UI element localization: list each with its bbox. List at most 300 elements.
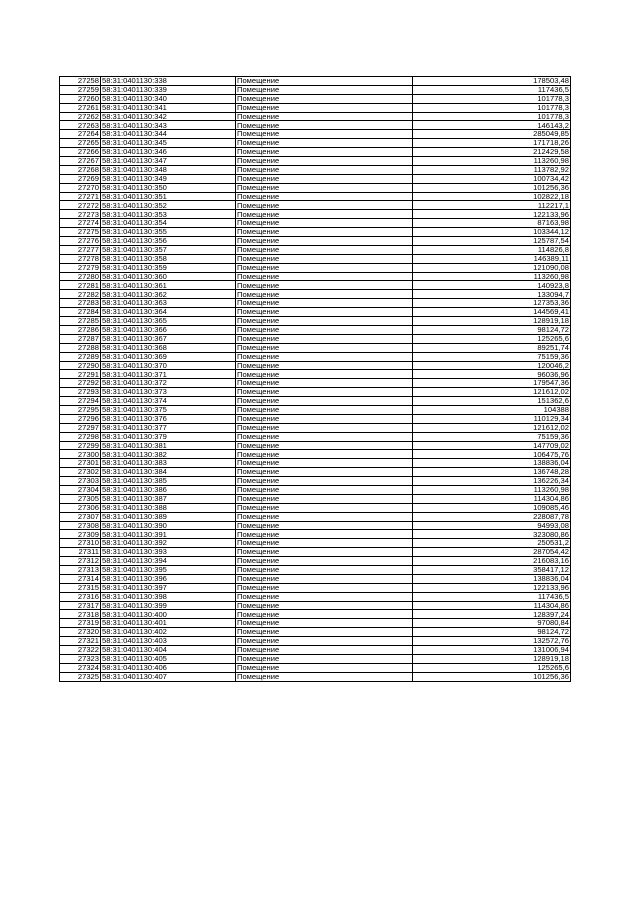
cadastral-number-cell: 58:31:0401130:387 [101, 494, 236, 503]
cadastral-value-cell: 113782,92 [413, 165, 571, 174]
row-number-cell: 27264 [60, 130, 101, 139]
cadastral-number-cell: 58:31:0401130:393 [101, 548, 236, 557]
cadastral-number-cell: 58:31:0401130:401 [101, 619, 236, 628]
cadastral-value-cell: 75159,36 [413, 432, 571, 441]
cadastral-value-cell: 109085,46 [413, 503, 571, 512]
row-number-cell: 27307 [60, 512, 101, 521]
cadastral-value-cell: 171718,26 [413, 139, 571, 148]
object-type-cell: Помещение [236, 183, 413, 192]
object-type-cell: Помещение [236, 459, 413, 468]
object-type-cell: Помещение [236, 228, 413, 237]
object-type-cell: Помещение [236, 334, 413, 343]
cadastral-value-cell: 179547,36 [413, 379, 571, 388]
table-row [60, 183, 571, 192]
object-type-cell: Помещение [236, 450, 413, 459]
table-row [60, 210, 571, 219]
cadastral-value-cell: 120046,2 [413, 361, 571, 370]
cadastral-value-cell: 103344,12 [413, 228, 571, 237]
cadastral-value-cell: 136226,34 [413, 477, 571, 486]
object-type-cell: Помещение [236, 272, 413, 281]
object-type-cell: Помещение [236, 237, 413, 246]
object-type-cell: Помещение [236, 157, 413, 166]
table-row [60, 521, 571, 530]
cadastral-value-cell: 228087,78 [413, 512, 571, 521]
cadastral-value-cell: 98124,72 [413, 628, 571, 637]
cadastral-number-cell: 58:31:0401130:345 [101, 139, 236, 148]
cadastral-value-cell: 98124,72 [413, 325, 571, 334]
row-number-cell: 27309 [60, 530, 101, 539]
cadastral-value-cell: 104388 [413, 405, 571, 414]
table-row [60, 619, 571, 628]
object-type-cell: Помещение [236, 308, 413, 317]
cadastral-number-cell: 58:31:0401130:360 [101, 272, 236, 281]
cadastral-value-cell: 114304,86 [413, 494, 571, 503]
object-type-cell: Помещение [236, 361, 413, 370]
cadastral-number-cell: 58:31:0401130:340 [101, 94, 236, 103]
table-row [60, 272, 571, 281]
object-type-cell: Помещение [236, 325, 413, 334]
row-number-cell: 27312 [60, 557, 101, 566]
table-row [60, 610, 571, 619]
row-number-cell: 27293 [60, 388, 101, 397]
cadastral-number-cell: 58:31:0401130:371 [101, 370, 236, 379]
cadastral-number-cell: 58:31:0401130:339 [101, 85, 236, 94]
cadastral-value-cell: 128397,24 [413, 610, 571, 619]
cadastral-number-cell: 58:31:0401130:377 [101, 423, 236, 432]
cadastral-number-cell: 58:31:0401130:406 [101, 663, 236, 672]
table-row [60, 343, 571, 352]
row-number-cell: 27270 [60, 183, 101, 192]
table-row [60, 601, 571, 610]
table-row [60, 121, 571, 130]
row-number-cell: 27295 [60, 405, 101, 414]
object-type-cell: Помещение [236, 601, 413, 610]
object-type-cell: Помещение [236, 672, 413, 681]
table-row [60, 583, 571, 592]
cadastral-number-cell: 58:31:0401130:357 [101, 245, 236, 254]
cadastral-value-cell: 117436,5 [413, 592, 571, 601]
object-type-cell: Помещение [236, 574, 413, 583]
table-row [60, 512, 571, 521]
row-number-cell: 27321 [60, 637, 101, 646]
table-row [60, 441, 571, 450]
row-number-cell: 27291 [60, 370, 101, 379]
row-number-cell: 27296 [60, 414, 101, 423]
table-row [60, 548, 571, 557]
object-type-cell: Помещение [236, 477, 413, 486]
table-row [60, 637, 571, 646]
cadastral-number-cell: 58:31:0401130:398 [101, 592, 236, 601]
cadastral-number-cell: 58:31:0401130:388 [101, 503, 236, 512]
cadastral-number-cell: 58:31:0401130:368 [101, 343, 236, 352]
row-number-cell: 27274 [60, 219, 101, 228]
cadastral-number-cell: 58:31:0401130:397 [101, 583, 236, 592]
object-type-cell: Помещение [236, 317, 413, 326]
row-number-cell: 27324 [60, 663, 101, 672]
object-type-cell: Помещение [236, 77, 413, 86]
cadastral-number-cell: 58:31:0401130:376 [101, 414, 236, 423]
cadastral-value-cell: 212429,58 [413, 148, 571, 157]
table-row [60, 459, 571, 468]
cadastral-value-cell: 102822,18 [413, 192, 571, 201]
row-number-cell: 27275 [60, 228, 101, 237]
object-type-cell: Помещение [236, 254, 413, 263]
cadastral-number-cell: 58:31:0401130:390 [101, 521, 236, 530]
cadastral-number-cell: 58:31:0401130:375 [101, 405, 236, 414]
table-row [60, 308, 571, 317]
row-number-cell: 27325 [60, 672, 101, 681]
row-number-cell: 27301 [60, 459, 101, 468]
table-row [60, 672, 571, 681]
table-row [60, 254, 571, 263]
object-type-cell: Помещение [236, 370, 413, 379]
cadastral-number-cell: 58:31:0401130:353 [101, 210, 236, 219]
table-row [60, 245, 571, 254]
cadastral-number-cell: 58:31:0401130:382 [101, 450, 236, 459]
object-type-cell: Помещение [236, 405, 413, 414]
cadastral-value-cell: 147709,02 [413, 441, 571, 450]
cadastral-number-cell: 58:31:0401130:386 [101, 485, 236, 494]
object-type-cell: Помещение [236, 423, 413, 432]
cadastral-value-cell: 125265,6 [413, 334, 571, 343]
row-number-cell: 27286 [60, 325, 101, 334]
table-row [60, 192, 571, 201]
table-row [60, 397, 571, 406]
table-row [60, 530, 571, 539]
cadastral-value-cell: 131006,94 [413, 646, 571, 655]
cadastral-number-cell: 58:31:0401130:374 [101, 397, 236, 406]
row-number-cell: 27272 [60, 201, 101, 210]
row-number-cell: 27303 [60, 477, 101, 486]
table-row [60, 85, 571, 94]
row-number-cell: 27263 [60, 121, 101, 130]
row-number-cell: 27319 [60, 619, 101, 628]
object-type-cell: Помещение [236, 165, 413, 174]
cadastral-number-cell: 58:31:0401130:359 [101, 263, 236, 272]
cadastral-number-cell: 58:31:0401130:341 [101, 103, 236, 112]
row-number-cell: 27267 [60, 157, 101, 166]
cadastral-value-cell: 146389,11 [413, 254, 571, 263]
table-row [60, 557, 571, 566]
cadastral-number-cell: 58:31:0401130:391 [101, 530, 236, 539]
row-number-cell: 27283 [60, 299, 101, 308]
row-number-cell: 27268 [60, 165, 101, 174]
object-type-cell: Помещение [236, 432, 413, 441]
table-row [60, 485, 571, 494]
cadastral-value-cell: 121612,02 [413, 388, 571, 397]
table-row [60, 414, 571, 423]
cadastral-value-cell: 151362,6 [413, 397, 571, 406]
row-number-cell: 27313 [60, 565, 101, 574]
table-row [60, 494, 571, 503]
object-type-cell: Помещение [236, 646, 413, 655]
cadastral-value-cell: 125787,54 [413, 237, 571, 246]
cadastral-value-cell: 132572,76 [413, 637, 571, 646]
row-number-cell: 27258 [60, 77, 101, 86]
object-type-cell: Помещение [236, 290, 413, 299]
row-number-cell: 27302 [60, 468, 101, 477]
object-type-cell: Помещение [236, 512, 413, 521]
row-number-cell: 27284 [60, 308, 101, 317]
cadastral-value-cell: 94993,08 [413, 521, 571, 530]
cadastral-value-cell: 101778,3 [413, 103, 571, 112]
cadastral-number-cell: 58:31:0401130:372 [101, 379, 236, 388]
cadastral-number-cell: 58:31:0401130:402 [101, 628, 236, 637]
object-type-cell: Помещение [236, 494, 413, 503]
row-number-cell: 27310 [60, 539, 101, 548]
object-type-cell: Помещение [236, 414, 413, 423]
row-number-cell: 27260 [60, 94, 101, 103]
cadastral-number-cell: 58:31:0401130:364 [101, 308, 236, 317]
cadastral-value-cell: 113260,98 [413, 485, 571, 494]
row-number-cell: 27289 [60, 352, 101, 361]
table-body [60, 77, 571, 682]
object-type-cell: Помещение [236, 299, 413, 308]
cadastral-number-cell: 58:31:0401130:370 [101, 361, 236, 370]
row-number-cell: 27322 [60, 646, 101, 655]
object-type-cell: Помещение [236, 201, 413, 210]
table-row [60, 112, 571, 121]
object-type-cell: Помещение [236, 548, 413, 557]
table-row [60, 503, 571, 512]
object-type-cell: Помещение [236, 521, 413, 530]
row-number-cell: 27277 [60, 245, 101, 254]
row-number-cell: 27280 [60, 272, 101, 281]
table-row [60, 103, 571, 112]
cadastral-value-cell: 87163,98 [413, 219, 571, 228]
cadastral-number-cell: 58:31:0401130:347 [101, 157, 236, 166]
table-row [60, 565, 571, 574]
cadastral-value-cell: 216083,16 [413, 557, 571, 566]
row-number-cell: 27305 [60, 494, 101, 503]
cadastral-value-cell: 133094,7 [413, 290, 571, 299]
object-type-cell: Помещение [236, 148, 413, 157]
object-type-cell: Помещение [236, 263, 413, 272]
cadastral-value-cell: 97080,84 [413, 619, 571, 628]
table-row [60, 201, 571, 210]
cadastral-number-cell: 58:31:0401130:385 [101, 477, 236, 486]
cadastral-value-cell: 101778,3 [413, 112, 571, 121]
object-type-cell: Помещение [236, 565, 413, 574]
table-row [60, 405, 571, 414]
cadastral-number-cell: 58:31:0401130:384 [101, 468, 236, 477]
cadastral-number-cell: 58:31:0401130:379 [101, 432, 236, 441]
cadastral-number-cell: 58:31:0401130:348 [101, 165, 236, 174]
object-type-cell: Помещение [236, 245, 413, 254]
cadastral-number-cell: 58:31:0401130:383 [101, 459, 236, 468]
cadastral-value-cell: 110129,34 [413, 414, 571, 423]
cadastral-value-cell: 114826,8 [413, 245, 571, 254]
row-number-cell: 27285 [60, 317, 101, 326]
object-type-cell: Помещение [236, 485, 413, 494]
cadastral-value-cell: 121612,02 [413, 423, 571, 432]
cadastral-value-cell: 136748,28 [413, 468, 571, 477]
table-row [60, 361, 571, 370]
table-row [60, 663, 571, 672]
cadastral-value-cell: 113260,98 [413, 157, 571, 166]
row-number-cell: 27306 [60, 503, 101, 512]
table-row [60, 628, 571, 637]
object-type-cell: Помещение [236, 397, 413, 406]
cadastral-value-cell: 127353,36 [413, 299, 571, 308]
cadastral-value-cell: 113260,98 [413, 272, 571, 281]
object-type-cell: Помещение [236, 441, 413, 450]
table-row [60, 139, 571, 148]
table-row [60, 228, 571, 237]
cadastral-value-cell: 138836,04 [413, 459, 571, 468]
row-number-cell: 27288 [60, 343, 101, 352]
object-type-cell: Помещение [236, 210, 413, 219]
cadastral-value-cell: 121090,08 [413, 263, 571, 272]
cadastral-value-cell: 144569,41 [413, 308, 571, 317]
cadastral-number-cell: 58:31:0401130:355 [101, 228, 236, 237]
object-type-cell: Помещение [236, 103, 413, 112]
row-number-cell: 27281 [60, 281, 101, 290]
cadastral-number-cell: 58:31:0401130:350 [101, 183, 236, 192]
object-type-cell: Помещение [236, 663, 413, 672]
row-number-cell: 27298 [60, 432, 101, 441]
cadastral-number-cell: 58:31:0401130:389 [101, 512, 236, 521]
row-number-cell: 27299 [60, 441, 101, 450]
object-type-cell: Помещение [236, 379, 413, 388]
cadastral-value-cell: 138836,04 [413, 574, 571, 583]
cadastral-number-cell: 58:31:0401130:367 [101, 334, 236, 343]
cadastral-number-cell: 58:31:0401130:394 [101, 557, 236, 566]
row-number-cell: 27318 [60, 610, 101, 619]
row-number-cell: 27279 [60, 263, 101, 272]
cadastral-value-cell: 287054,42 [413, 548, 571, 557]
cadastral-value-cell: 117436,5 [413, 85, 571, 94]
object-type-cell: Помещение [236, 94, 413, 103]
row-number-cell: 27311 [60, 548, 101, 557]
table-row [60, 157, 571, 166]
cadastral-number-cell: 58:31:0401130:342 [101, 112, 236, 121]
cadastral-number-cell: 58:31:0401130:405 [101, 654, 236, 663]
object-type-cell: Помещение [236, 192, 413, 201]
object-type-cell: Помещение [236, 352, 413, 361]
table-row [60, 477, 571, 486]
cadastral-number-cell: 58:31:0401130:352 [101, 201, 236, 210]
table-row [60, 299, 571, 308]
cadastral-value-cell: 140923,8 [413, 281, 571, 290]
table-row [60, 290, 571, 299]
cadastral-value-cell: 358417,12 [413, 565, 571, 574]
object-type-cell: Помещение [236, 503, 413, 512]
object-type-cell: Помещение [236, 468, 413, 477]
row-number-cell: 27273 [60, 210, 101, 219]
row-number-cell: 27304 [60, 485, 101, 494]
cadastral-value-cell: 128919,18 [413, 317, 571, 326]
cadastral-number-cell: 58:31:0401130:365 [101, 317, 236, 326]
object-type-cell: Помещение [236, 174, 413, 183]
cadastral-value-table [59, 76, 571, 682]
table-row [60, 94, 571, 103]
table-row [60, 237, 571, 246]
object-type-cell: Помещение [236, 388, 413, 397]
table-row [60, 592, 571, 601]
row-number-cell: 27314 [60, 574, 101, 583]
cadastral-number-cell: 58:31:0401130:349 [101, 174, 236, 183]
cadastral-number-cell: 58:31:0401130:363 [101, 299, 236, 308]
table-row [60, 352, 571, 361]
object-type-cell: Помещение [236, 281, 413, 290]
cadastral-number-cell: 58:31:0401130:358 [101, 254, 236, 263]
table-row [60, 130, 571, 139]
table-row [60, 468, 571, 477]
cadastral-number-cell: 58:31:0401130:369 [101, 352, 236, 361]
row-number-cell: 27271 [60, 192, 101, 201]
object-type-cell: Помещение [236, 610, 413, 619]
row-number-cell: 27261 [60, 103, 101, 112]
object-type-cell: Помещение [236, 219, 413, 228]
object-type-cell: Помещение [236, 85, 413, 94]
object-type-cell: Помещение [236, 619, 413, 628]
object-type-cell: Помещение [236, 592, 413, 601]
table-row [60, 325, 571, 334]
row-number-cell: 27297 [60, 423, 101, 432]
cadastral-value-cell: 285049,85 [413, 130, 571, 139]
object-type-cell: Помещение [236, 583, 413, 592]
cadastral-value-cell: 146143,2 [413, 121, 571, 130]
object-type-cell: Помещение [236, 654, 413, 663]
cadastral-number-cell: 58:31:0401130:366 [101, 325, 236, 334]
table-row [60, 77, 571, 86]
cadastral-value-cell: 101256,36 [413, 183, 571, 192]
cadastral-number-cell: 58:31:0401130:373 [101, 388, 236, 397]
cadastral-number-cell: 58:31:0401130:354 [101, 219, 236, 228]
cadastral-value-cell: 122133,96 [413, 583, 571, 592]
cadastral-value-cell: 100734,42 [413, 174, 571, 183]
table-row [60, 379, 571, 388]
table-row [60, 219, 571, 228]
table-row [60, 388, 571, 397]
cadastral-number-cell: 58:31:0401130:399 [101, 601, 236, 610]
row-number-cell: 27265 [60, 139, 101, 148]
object-type-cell: Помещение [236, 530, 413, 539]
row-number-cell: 27266 [60, 148, 101, 157]
cadastral-number-cell: 58:31:0401130:346 [101, 148, 236, 157]
table-row [60, 450, 571, 459]
cadastral-value-cell: 323080,86 [413, 530, 571, 539]
cadastral-number-cell: 58:31:0401130:343 [101, 121, 236, 130]
row-number-cell: 27320 [60, 628, 101, 637]
table-row [60, 148, 571, 157]
object-type-cell: Помещение [236, 539, 413, 548]
cadastral-number-cell: 58:31:0401130:392 [101, 539, 236, 548]
cadastral-number-cell: 58:31:0401130:400 [101, 610, 236, 619]
table-row [60, 646, 571, 655]
cadastral-value-cell: 128919,18 [413, 654, 571, 663]
row-number-cell: 27317 [60, 601, 101, 610]
table-row [60, 317, 571, 326]
table-row [60, 281, 571, 290]
cadastral-number-cell: 58:31:0401130:395 [101, 565, 236, 574]
object-type-cell: Помещение [236, 130, 413, 139]
table-row [60, 423, 571, 432]
cadastral-value-cell: 122133,96 [413, 210, 571, 219]
row-number-cell: 27300 [60, 450, 101, 459]
cadastral-number-cell: 58:31:0401130:381 [101, 441, 236, 450]
table-row [60, 654, 571, 663]
cadastral-number-cell: 58:31:0401130:407 [101, 672, 236, 681]
cadastral-value-cell: 125265,6 [413, 663, 571, 672]
row-number-cell: 27276 [60, 237, 101, 246]
cadastral-value-cell: 75159,36 [413, 352, 571, 361]
object-type-cell: Помещение [236, 121, 413, 130]
row-number-cell: 27292 [60, 379, 101, 388]
row-number-cell: 27278 [60, 254, 101, 263]
table-row [60, 174, 571, 183]
